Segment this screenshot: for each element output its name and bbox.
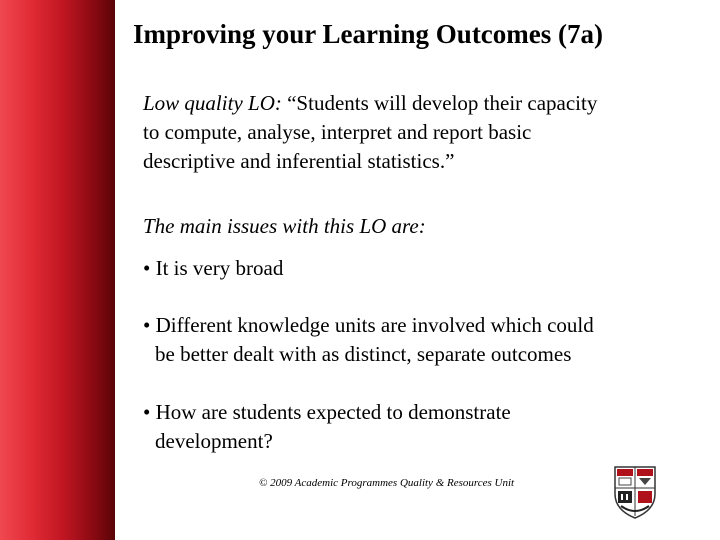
copyright-footer: © 2009 Academic Programmes Quality & Resources Unit: [259, 477, 515, 489]
bullet-item: [143, 254, 683, 283]
decorative-side-bar: [0, 0, 115, 540]
bullet-item: [143, 398, 683, 456]
low-quality-lo-paragraph: [143, 89, 683, 176]
bullet-line: • Different knowledge units are involved which could: [143, 313, 594, 337]
bullet-line: • How are students expected to demonstrate: [143, 400, 511, 424]
slide-title: Improving your Learning Outcomes (7a): [133, 19, 604, 49]
lo-label: Low quality LO:: [143, 91, 282, 115]
bullet-item: [143, 311, 683, 369]
bullet-line-continuation: be better dealt with as distinct, separate outcomes: [155, 342, 572, 366]
bullet-line-continuation: development?: [155, 429, 273, 453]
university-crest-icon: [612, 464, 658, 520]
bullet-line: • It is very broad: [143, 256, 284, 280]
issues-heading: The main issues with this LO are:: [143, 214, 426, 238]
lo-quote-line-2: to compute, analyse, interpret and report basic: [143, 120, 532, 144]
lo-quote-line-1: “Students will develop their capacity: [281, 91, 598, 115]
lo-quote-line-3: descriptive and inferential statistics.”: [143, 149, 455, 173]
